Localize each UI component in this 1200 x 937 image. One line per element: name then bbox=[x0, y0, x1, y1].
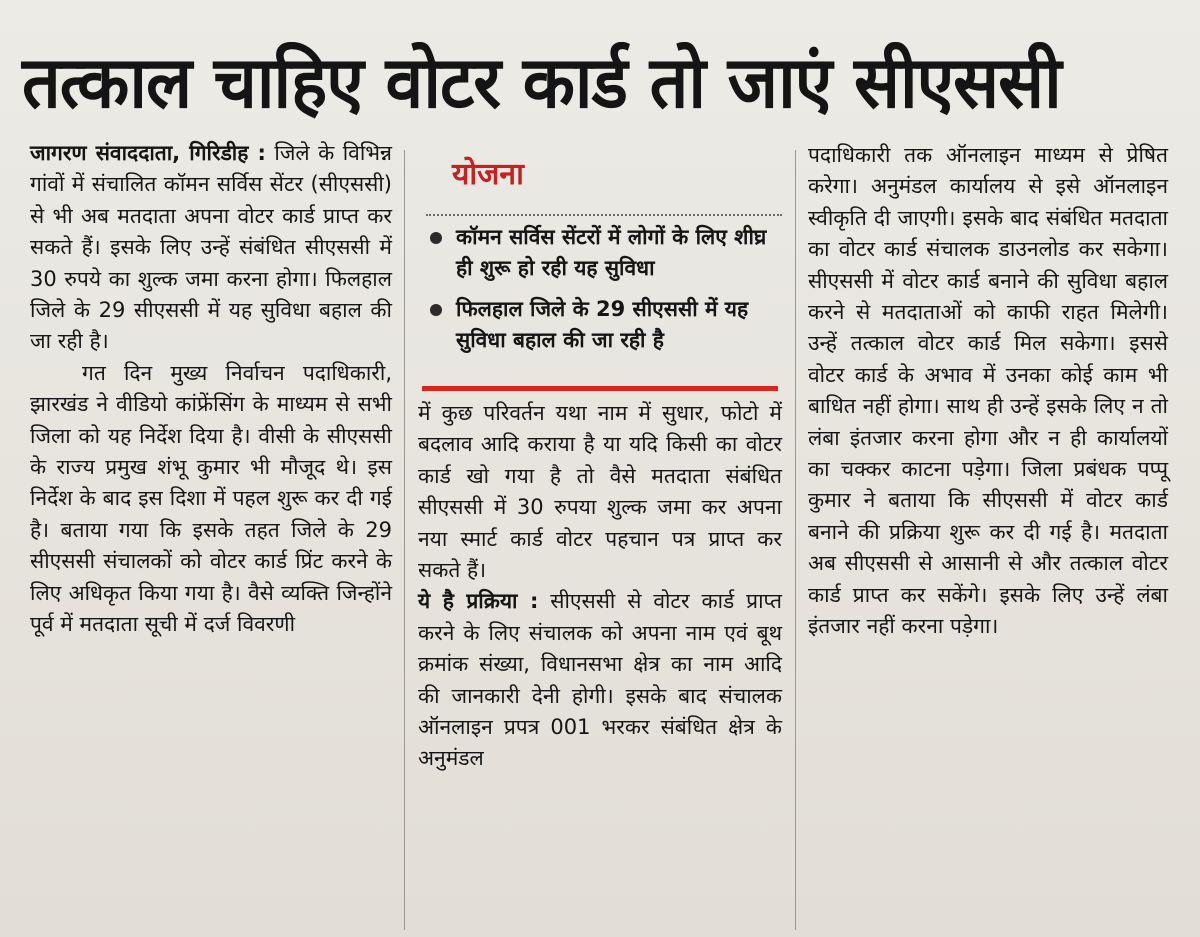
paragraph-text: जिले के विभिन्न गांवों में संचालित कॉमन सर्विस सेंटर (सीएससी) से भी अब मतदाता अपना वोटर कार्ड प्राप्त कर सकते हैं। इसके लिए उन्हें संबंधित सीएससी में 30 रुपये का शुल्क जमा करना होगा। फिलहाल जिले के 29 सीएससी में यह सुविधा बहाल की जा रही है। bbox=[30, 141, 393, 354]
section-tag: योजना bbox=[452, 157, 524, 192]
dateline: जागरण संवाददाता, गिरिडीह : bbox=[30, 141, 266, 165]
divider bbox=[426, 214, 782, 216]
paragraph-text: सीएससी से वोटर कार्ड प्राप्त करने के लिए संचालक को अपना नाम एवं बूथ क्रमांक संख्या, विधानसभा क्षेत्र का नाम आदि की जानकारी देनी होगी। इसके बाद संचालक ऑनलाइन प्रपत्र 001 भरकर संबंधित क्षेत्र के अनुमंडल bbox=[418, 589, 782, 771]
article-paragraph: गत दिन मुख्य निर्वाचन पदाधिकारी, झारखंड ने वीडियो कांफ्रेंसिंग के माध्यम से सभी जिला को यह निर्देश दिया है। वीसी के सीएससी के राज्य प्रमुख शंभू कुमार भी मौजूद थे। इस निर्देश के बाद इस दिशा में पहल शुरू कर दी गई है। बताया गया कि इसके तहत जिले के 29 सीएससी संचालकों को वोटर कार्ड प्रिंट करने के लिए अधिकृत किया गया है। वैसे व्यक्ति जिन्होंने पूर्व में मतदाता सूची में दर्ज विवरणी bbox=[30, 360, 392, 637]
bullet-icon bbox=[430, 232, 442, 244]
subhead-process: ये है प्रक्रिया : bbox=[418, 589, 539, 614]
headline: तत्काल चाहिए वोटर कार्ड तो जाएं सीएससी bbox=[22, 42, 1061, 125]
red-divider bbox=[422, 386, 778, 391]
highlight-item bbox=[426, 222, 776, 284]
scheme-sidebar bbox=[418, 150, 784, 396]
article-paragraph bbox=[30, 138, 392, 358]
highlights-list bbox=[426, 222, 776, 366]
article-paragraph: पदाधिकारी तक ऑनलाइन माध्यम से प्रेषित करेगा। अनुमंडल कार्यालय से इसे ऑनलाइन स्वीकृति दी जाएगी। इसके बाद संबंधित मतदाता का वोटर कार्ड संचालक डाउनलोड कर सकेगा। सीएससी में वोटर कार्ड बनाने की सुविधा बहाल करने से मतदाताओं को काफी राहत मिलेगी। उन्हें तत्काल वोटर कार्ड मिल सकेगा। इससे वोटर कार्ड के अभाव में उनका कोई काम भी बाधित नहीं होगा। साथ ही उन्हें इसके लिए न तो लंबा इंतजार करना होगा और न ही कार्यालयों का चक्कर काटना पड़ेगा। जिला प्रबंधक पप्पू कुमार ने बताया कि सीएससी में वोटर कार्ड बनाने की प्रक्रिया शुरू कर दी गई है। मतदाता अब सीएससी से आसानी से और तत्काल वोटर कार्ड प्राप्त कर सकेंगे। इसके लिए उन्हें लंबा इंतजार नहीं करना पड़ेगा। bbox=[808, 143, 1168, 639]
article-column-1 bbox=[30, 138, 392, 641]
article-paragraph bbox=[418, 586, 782, 774]
bullet-icon bbox=[430, 304, 442, 316]
article-column-2 bbox=[418, 398, 782, 775]
article-column-3 bbox=[808, 140, 1168, 643]
highlight-text: फिलहाल जिले के 29 सीएससी में यह सुविधा बहाल की जा रही है bbox=[456, 297, 749, 352]
article-paragraph: में कुछ परिवर्तन यथा नाम में सुधार, फोटो में बदलाव आदि कराया है या यदि किसी का वोटर कार्ड खो गया है तो वैसे मतदाता संबंधित सीएससी में 30 रुपया शुल्क जमा कर अपना नया स्मार्ट कार्ड वोटर पहचान पत्र प्राप्त कर सकते हैं। bbox=[418, 401, 782, 583]
highlight-text: कॉमन सर्विस सेंटरों में लोगों के लिए शीघ्र ही शुरू हो रही यह सुविधा bbox=[456, 225, 767, 280]
highlight-item bbox=[426, 294, 776, 356]
column-divider bbox=[795, 150, 796, 930]
column-divider bbox=[404, 150, 405, 930]
